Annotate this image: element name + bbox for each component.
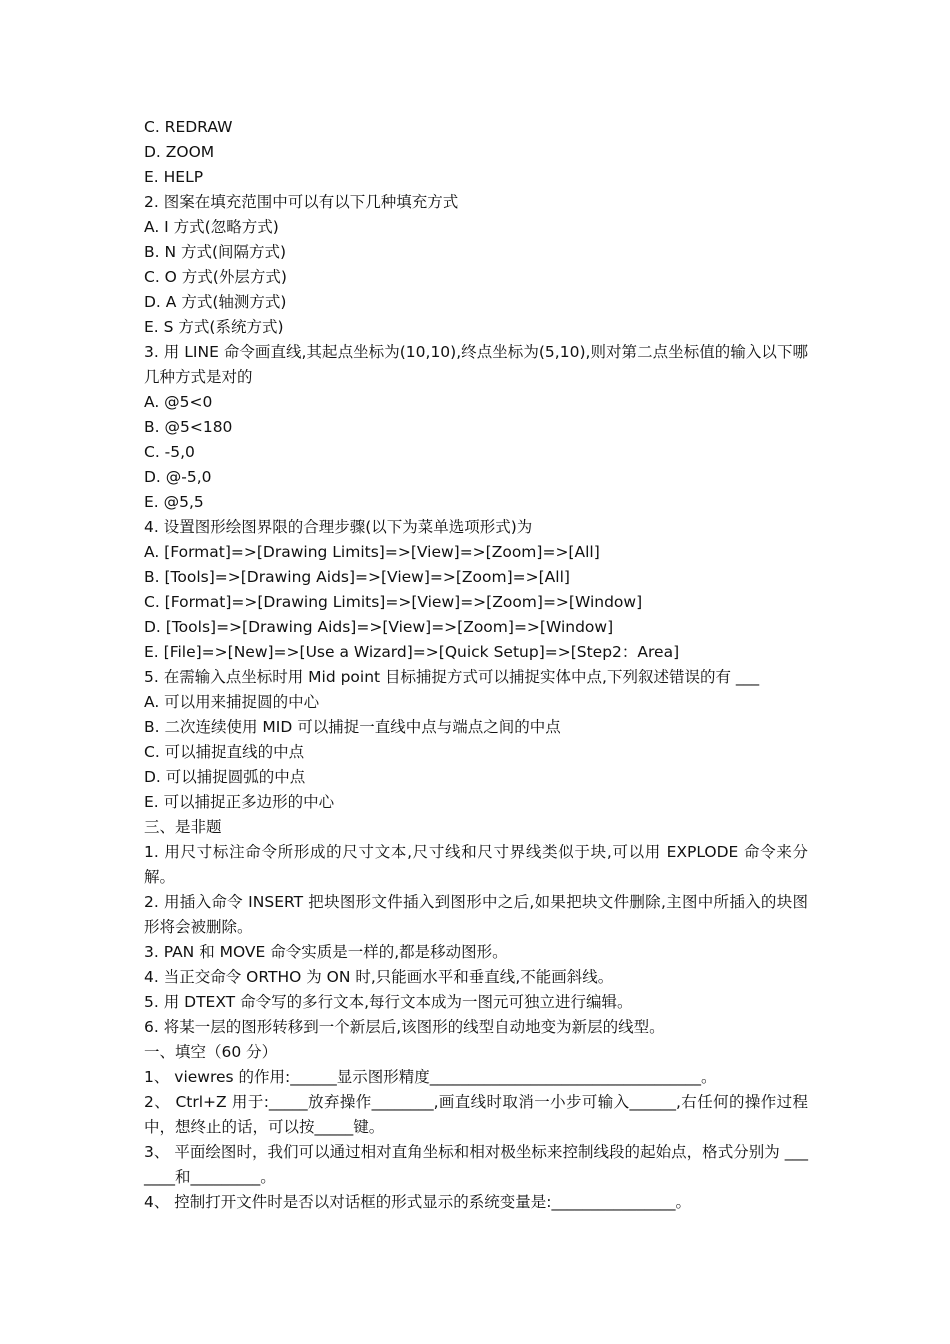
text-line: E. HELP	[144, 168, 204, 186]
text-line: 三、是非题	[144, 818, 222, 836]
paragraph: 3. 用 LINE 命令画直线,其起点坐标为(10,10),终点坐标为(5,10),则对第二点坐标值的输入以下哪几种方式是对的	[144, 343, 808, 386]
text-line: 2. 图案在填充范围中可以有以下几种填充方式	[144, 193, 459, 211]
text-line: C. REDRAW	[144, 118, 233, 136]
text-line: A. I 方式(忽略方式)	[144, 218, 279, 236]
paragraph: 1. 用尺寸标注命令所形成的尺寸文本,尺寸线和尺寸界线类似于块,可以用 EXPLODE 命令来分解。	[144, 843, 808, 886]
text-line: 4. 当正交命令 ORTHO 为 ON 时,只能画水平和垂直线,不能画斜线。	[144, 968, 614, 986]
text-line: E. [File]=>[New]=>[Use a Wizard]=>[Quick Setup]=>[Step2：Area]	[144, 643, 680, 661]
text-line: B. 二次连续使用 MID 可以捕捉一直线中点与端点之间的中点	[144, 718, 561, 736]
paragraph: 2、 Ctrl+Z 用于:_____放弃操作________,画直线时取消一小步可输入______,右任何的操作过程中，想终止的话，可以按_____键。	[144, 1093, 808, 1136]
text-line: D. A 方式(轴测方式)	[144, 293, 287, 311]
text-line: B. @5<180	[144, 418, 233, 436]
text-line: A. [Format]=>[Drawing Limits]=>[View]=>[Zoom]=>[All]	[144, 543, 600, 561]
text-line: C. -5,0	[144, 443, 195, 461]
text-line: 5. 在需输入点坐标时用 Mid point 目标捕捉方式可以捕捉实体中点,下列叙述错误的有 ___	[144, 668, 760, 686]
document-body	[144, 115, 808, 1215]
text-line: E. S 方式(系统方式)	[144, 318, 284, 336]
text-line: E. @5,5	[144, 493, 204, 511]
text-line: 1、 viewres 的作用:______显示图形精度___________________________________。	[144, 1068, 717, 1086]
text-line: C. O 方式(外层方式)	[144, 268, 287, 286]
text-line: 4、 控制打开文件时是否以对话框的形式显示的系统变量是:________________。	[144, 1193, 692, 1211]
text-line: D. @-5,0	[144, 468, 212, 486]
text-line: D. 可以捕捉圆弧的中点	[144, 768, 306, 786]
text-line: C. [Format]=>[Drawing Limits]=>[View]=>[Zoom]=>[Window]	[144, 593, 643, 611]
text-line: E. 可以捕捉正多边形的中心	[144, 793, 335, 811]
text-line: 6. 将某一层的图形转移到一个新层后,该图形的线型自动地变为新层的线型。	[144, 1018, 665, 1036]
text-line: B. N 方式(间隔方式)	[144, 243, 287, 261]
text-line: 3. PAN 和 MOVE 命令实质是一样的,都是移动图形。	[144, 943, 508, 961]
text-line: 4. 设置图形绘图界限的合理步骤(以下为菜单选项形式)为	[144, 518, 533, 536]
text-line: 5. 用 DTEXT 命令写的多行文本,每行文本成为一图元可独立进行编辑。	[144, 993, 633, 1011]
paragraph: 2. 用插入命令 INSERT 把块图形文件插入到图形中之后,如果把块文件删除,主图中所插入的块图形将会被删除。	[144, 893, 808, 936]
text-line: A. 可以用来捕捉圆的中心	[144, 693, 320, 711]
text-line: B. [Tools]=>[Drawing Aids]=>[View]=>[Zoom]=>[All]	[144, 568, 570, 586]
text-line: A. @5<0	[144, 393, 213, 411]
text-line: 一、填空（60 分）	[144, 1043, 278, 1061]
paragraph: 3、 平面绘图时，我们可以通过相对直角坐标和相对极坐标来控制线段的起始点，格式分别为 _______和_________。	[144, 1143, 808, 1186]
text-line: D. ZOOM	[144, 143, 215, 161]
text-line: D. [Tools]=>[Drawing Aids]=>[View]=>[Zoom]=>[Window]	[144, 618, 614, 636]
text-line: C. 可以捕捉直线的中点	[144, 743, 305, 761]
